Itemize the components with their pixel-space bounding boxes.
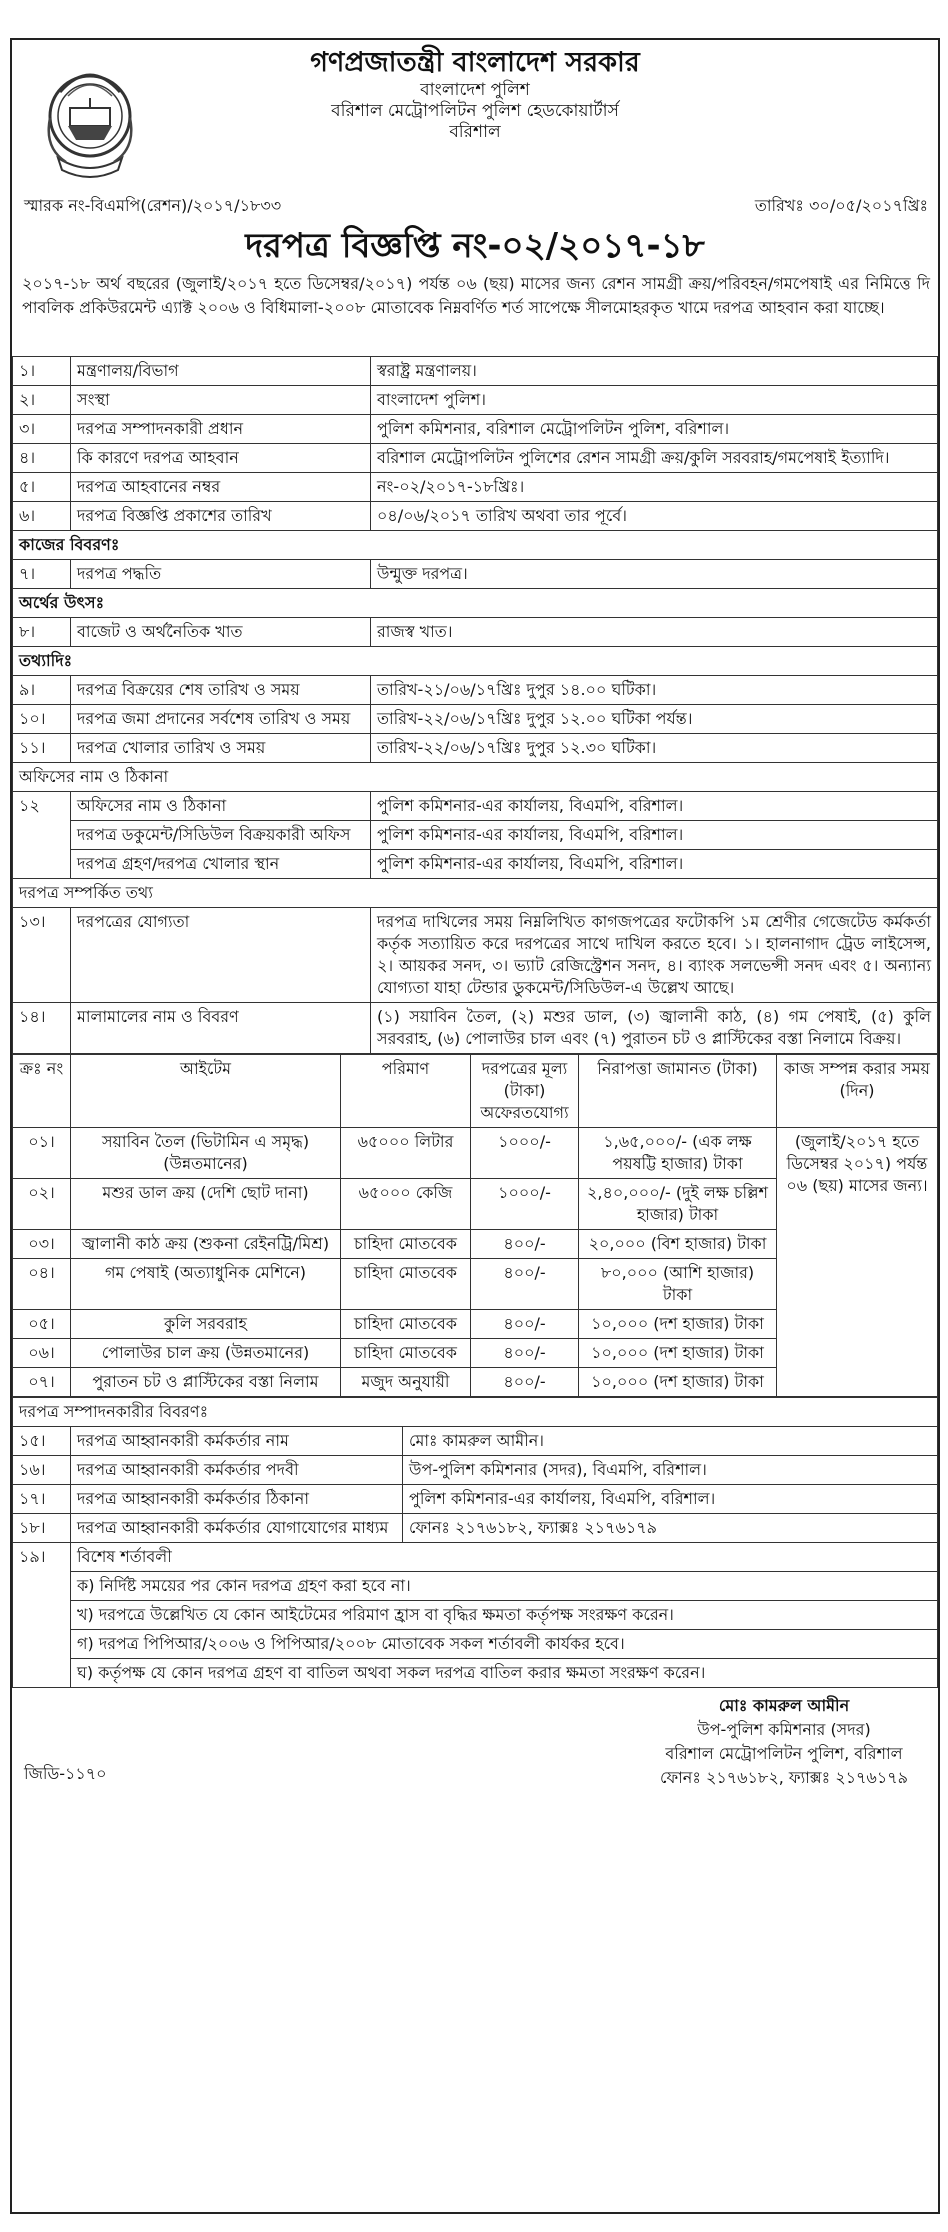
table-row: ৮। বাজেট ও অর্থনৈতিক খাত রাজস্ব খাত। xyxy=(13,618,938,647)
item-row: ০৬। পোলাউর চাল ক্রয় (উন্নতমানের) চাহিদা মোতবেক ৪০০/- ১০,০০০ (দশ হাজার) টাকা xyxy=(13,1339,938,1368)
item-row: ০৫। কুলি সরবরাহ চাহিদা মোতবেক ৪০০/- ১০,০০০ (দশ হাজার) টাকা xyxy=(13,1310,938,1339)
gd-code: জিডি-১১৭০ xyxy=(24,1764,107,1783)
condition-row: গ) দরপত্র পিপিআর/২০০৬ ও পিপিআর/২০০৮ মোতাবেক সকল শর্তাবলী কার্যকর হবে। xyxy=(13,1630,938,1659)
police-name: বাংলাদেশ পুলিশ xyxy=(420,79,530,100)
memo-number: স্মারক নং-বিএমপি(রেশন)/২০১৭/১৮৩৩ xyxy=(24,196,282,215)
table-row: ৪। কি কারণে দরপত্র আহবান বরিশাল মেট্রোপলিটন পুলিশের রেশন সামগ্রী ক্রয়/কুলি সরবরাহ/গমপেষাই ইত্যাদি। xyxy=(13,444,938,473)
condition-row: ক) নির্দিষ্ট সময়ের পর কোন দরপত্র গ্রহণ করা হবে না। xyxy=(13,1572,938,1601)
items-header-row xyxy=(13,1055,938,1128)
table-row: ১০। দরপত্র জমা প্রদানের সর্বশেষ তারিখ ও সময় তারিখ-২২/০৬/১৭খ্রিঃ দুপুর ১২.০০ ঘটিকা পর্যন্ত। xyxy=(13,705,938,734)
section-work: কাজের বিবরণঃ xyxy=(13,531,938,560)
notice-title: দরপত্র বিজ্ঞপ্তি নং-০২/২০১৭-১৮ xyxy=(245,226,705,266)
completion-time: (জুলাই/২০১৭ হতে ডিসেম্বর ২০১৭) পর্যন্ত ০৬ (ছয়) মাসের জন্য। xyxy=(777,1128,938,1397)
header-time: কাজ সম্পন্ন করার সময় (দিন) xyxy=(777,1055,938,1128)
signatory-name: মোঃ কামরুল আমীন xyxy=(718,1696,850,1715)
header-qty: পরিমাণ xyxy=(341,1055,471,1128)
header-no: ক্রঃ নং xyxy=(13,1055,71,1128)
intro-paragraph: ২০১৭-১৮ অর্থ বছরের (জুলাই/২০১৭ হতে ডিসেম্বর/২০১৭) পর্যন্ত ০৬ (ছয়) মাসের জন্য রেশন সামগ্রী ক্রয়/পরিবহন/গমপেষাই এর নিমিত্তে দি পাবলিক প্রকিউরমেন্ট এ্যাক্ট ২০০৬ ও বিধিমালা-২০০৮ মোতাবেক নিম্নবর্ণিত শর্ত সাপেক্ষে সীলমোহরকৃত খামে দরপত্র আহবান করা যাচ্ছে। xyxy=(22,274,930,317)
table-row: ৭। দরপত্র পদ্ধতি উন্মুক্ত দরপত্র। xyxy=(13,560,938,589)
table-row: ৯। দরপত্র বিক্রয়ের শেষ তারিখ ও সময় তারিখ-২১/০৬/১৭খ্রিঃ দুপুর ১৪.০০ ঘটিকা। xyxy=(13,676,938,705)
headquarters-name: বরিশাল মেট্রোপলিটন পুলিশ হেডকোয়ার্টার্স xyxy=(331,101,619,121)
table-row: ৬। দরপত্র বিজ্ঞপ্তি প্রকাশের তারিখ ০৪/০৬/২০১৭ তারিখ অথবা তার পূর্বে। xyxy=(13,502,938,531)
section-officer: দরপত্র সম্পাদনকারীর বিবরণঃ xyxy=(13,1398,938,1427)
table-row: ৩। দরপত্র সম্পাদনকারী প্রধান পুলিশ কমিশনার, বরিশাল মেট্রোপলিটন পুলিশ, বরিশাল। xyxy=(13,415,938,444)
notice-date: তারিখঃ ৩০/০৫/২০১৭খ্রিঃ xyxy=(754,196,928,215)
table-row: ১৬। দরপত্র আহ্বানকারী কর্মকর্তার পদবী উপ-পুলিশ কমিশনার (সদর), বিএমপি, বরিশাল। xyxy=(13,1456,938,1485)
table-row: দরপত্র গ্রহণ/দরপত্র খোলার স্থান পুলিশ কমিশনার-এর কার্যালয়, বিএমপি, বরিশাল। xyxy=(13,850,938,879)
table-row: ১৭। দরপত্র আহ্বানকারী কর্মকর্তার ঠিকানা পুলিশ কমিশনার-এর কার্যালয়, বিএমপি, বরিশাল। xyxy=(13,1485,938,1514)
government-name: গণপ্রজাতন্ত্রী বাংলাদেশ সরকার xyxy=(310,47,640,78)
table-row: ১৪। মালামালের নাম ও বিবরণ (১) সয়াবিন তৈল, (২) মশুর ডাল, (৩) জ্বালানী কাঠ, (৪) গম পেষাই, (৫) কুলি সরবরাহ, (৬) পোলাউর চাল এবং (৭) পুরাতন চট ও প্লাস্টিকের বস্তা নিলামে বিক্রয়। xyxy=(13,1003,938,1054)
item-row: ০২। মশুর ডাল ক্রয় (দেশি ছোট দানা) ৬৫০০০ কেজি ১০০০/- ২,৪০,০০০/- (দুই লক্ষ চল্লিশ হাজার) টাকা xyxy=(13,1179,938,1230)
signature-block xyxy=(12,1688,938,1787)
table-row: দরপত্র ডকুমেন্ট/সিডিউল বিক্রয়কারী অফিস পুলিশ কমিশনার-এর কার্যালয়, বিএমপি, বরিশাল। xyxy=(13,821,938,850)
memo-row xyxy=(12,190,938,220)
details-table xyxy=(12,356,938,1054)
table-row: ১৯। বিশেষ শর্তাবলী xyxy=(13,1543,938,1572)
table-row: ১। মন্ত্রণালয়/বিভাগ স্বরাষ্ট্র মন্ত্রণালয়। xyxy=(13,357,938,386)
item-row: ০৩। জ্বালানী কাঠ ক্রয় (শুকনা রেইনট্রি/মিশ্র) চাহিদা মোতবেক ৪০০/- ২০,০০০ (বিশ হাজার) টাকা xyxy=(13,1230,938,1259)
items-table xyxy=(12,1054,938,1397)
signatory-office: বরিশাল মেট্রোপলিটন পুলিশ, বরিশাল xyxy=(665,1744,903,1763)
table-row: ১২ অফিসের নাম ও ঠিকানা পুলিশ কমিশনার-এর কার্যালয়, বিএমপি, বরিশাল। xyxy=(13,792,938,821)
item-row: ০৭। পুরাতন চট ও প্লাস্টিকের বস্তা নিলাম মজুদ অনুযায়ী ৪০০/- ১০,০০০ (দশ হাজার) টাকা xyxy=(13,1368,938,1397)
item-row: ০৪। গম পেষাই (অত্যাধুনিক মেশিনে) চাহিদা মোতবেক ৪০০/- ৮০,০০০ (আশি হাজার) টাকা xyxy=(13,1259,938,1310)
table-row: ১১। দরপত্র খোলার তারিখ ও সময় তারিখ-২২/০৬/১৭খ্রিঃ দুপুর ১২.৩০ ঘটিকা। xyxy=(13,734,938,763)
condition-row: খ) দরপত্রে উল্লেখিত যে কোন আইটেমের পরিমাণ হ্রাস বা বৃদ্ধির ক্ষমতা কর্তৃপক্ষ সংরক্ষণ করেন। xyxy=(13,1601,938,1630)
header-item: আইটেম xyxy=(71,1055,341,1128)
table-row: ১৩। দরপত্রের যোগ্যতা দরপত্র দাখিলের সময় নিম্নলিখিত কাগজপত্রের ফটোকপি ১ম শ্রেণীর গেজেটেড কর্মকর্তা কর্তৃক সত্যায়িত করে দরপত্রের সাথে দাখিল করতে হবে। ১। হালনাগাদ ট্রেড লাইসেন্স, ২। আয়কর সনদ, ৩। ভ্যাট রেজিস্ট্রেশন সনদ, ৪। ব্যাংক সলভেন্সী সনদ এবং ৫। অন্যান্য যোগ্যতা যাহা টেন্ডার ডুকমেন্ট/সিডিউল-এ উল্লেখ আছে। xyxy=(13,908,938,1003)
table-row: ১৫। দরপত্র আহ্বানকারী কর্মকর্তার নাম মোঃ কামরুল আমীন। xyxy=(13,1427,938,1456)
section-fund: অর্থের উৎসঃ xyxy=(13,589,938,618)
special-conditions xyxy=(13,1543,938,1688)
header-security: নিরাপত্তা জামানত (টাকা) xyxy=(579,1055,777,1128)
condition-row: ঘ) কর্তৃপক্ষ যে কোন দরপত্র গ্রহণ বা বাতিল অথবা সকল দরপত্র বাতিল করার ক্ষমতা সংরক্ষণ করেন। xyxy=(13,1659,938,1688)
officer-table xyxy=(12,1397,938,1688)
signatory-designation: উপ-পুলিশ কমিশনার (সদর) xyxy=(697,1720,871,1739)
signatory-contact: ফোনঃ ২১৭৬১৮২, ফ্যাক্সঃ ২১৭৬১৭৯ xyxy=(659,1768,908,1787)
city-name: বরিশাল xyxy=(449,122,501,143)
header-price: দরপত্রের মূল্য (টাকা) অফেরতযোগ্য xyxy=(471,1055,579,1128)
tender-notice-document xyxy=(10,38,940,2214)
section-info: তথ্যাদিঃ xyxy=(13,647,938,676)
table-row: ২। সংস্থা বাংলাদেশ পুলিশ। xyxy=(13,386,938,415)
officer-rows xyxy=(13,1427,938,1543)
table-row: ৫। দরপত্র আহবানের নম্বর নং-০২/২০১৭-১৮খ্রিঃ। xyxy=(13,473,938,502)
section-office: অফিসের নাম ও ঠিকানা xyxy=(13,763,938,792)
item-row: ০১। সয়াবিন তৈল (ভিটামিন এ সমৃদ্ধ) (উন্নতমানের) ৬৫০০০ লিটার ১০০০/- ১,৬৫,০০০/- (এক লক্ষ পয়ষট্টি হাজার) টাকা (জুলাই/২০১৭ হতে ডিসেম্বর ২০১৭) পর্যন্ত ০৬ (ছয়) মাসের জন্য। xyxy=(13,1128,938,1179)
police-seal-icon xyxy=(38,58,142,184)
header xyxy=(12,46,938,186)
items-rows xyxy=(13,1128,938,1397)
table-row: ১৮। দরপত্র আহ্বানকারী কর্মকর্তার যোগাযোগের মাধ্যম ফোনঃ ২১৭৬১৮২, ফ্যাক্সঃ ২১৭৬১৭৯ xyxy=(13,1514,938,1543)
info-rows xyxy=(13,357,938,531)
section-tender: দরপত্র সম্পর্কিত তথ্য xyxy=(13,879,938,908)
